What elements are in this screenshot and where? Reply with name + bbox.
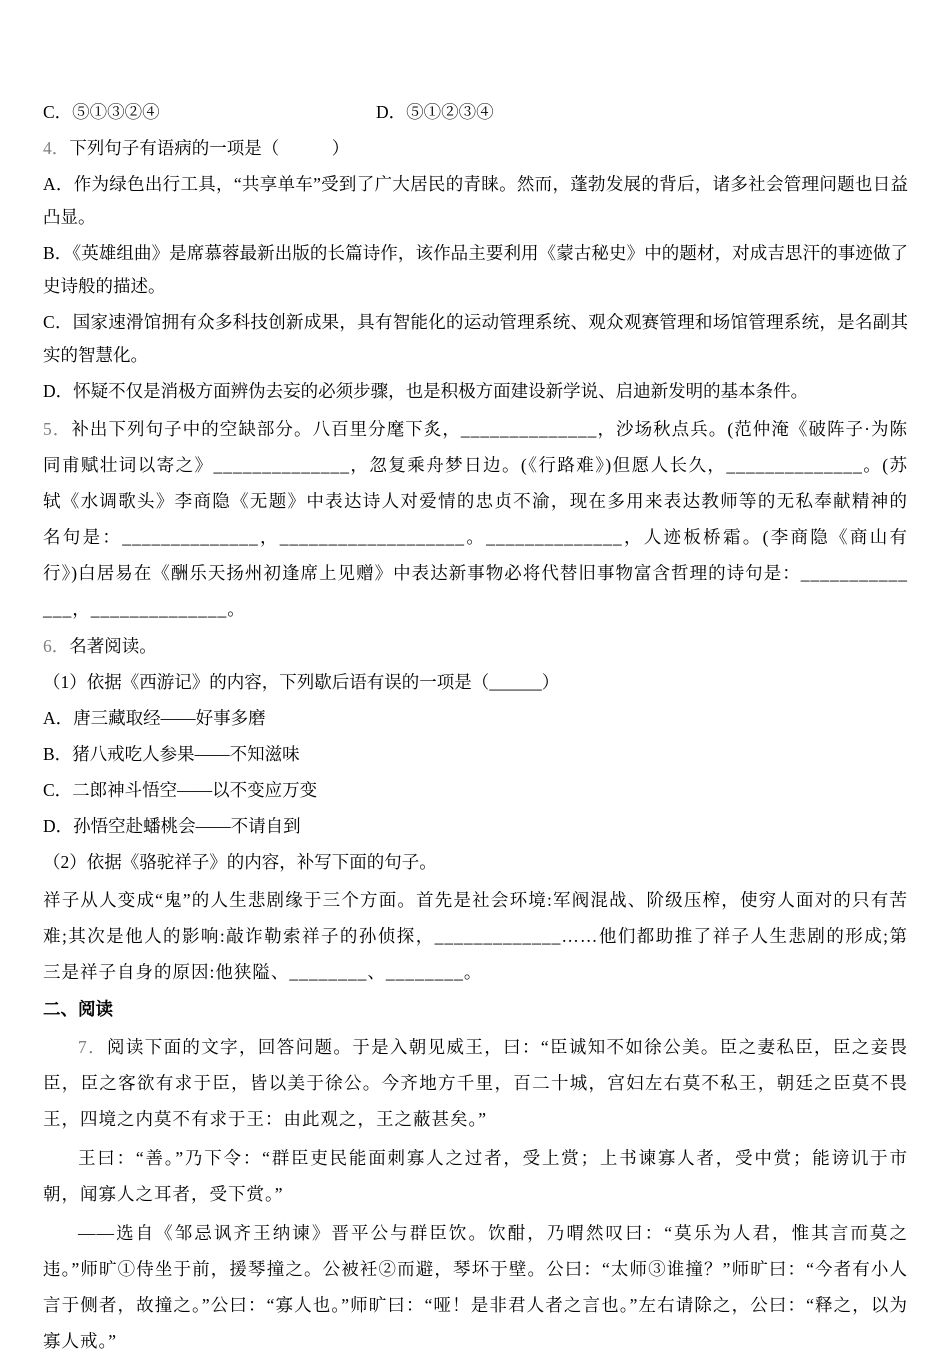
q4-option-d: D．怀疑不仅是消极方面辨伪去妄的必须步骤，也是积极方面建设新学说、启迪新发明的基本条件。: [43, 381, 809, 401]
q4-stem-text: 下列句子有语病的一项是（ ）: [69, 138, 350, 158]
q6-part2-passage: 祥子从人变成“鬼”的人生悲剧缘于三个方面。首先是社会环境:军阀混战、阶级压榨，使穷人面对的只有苦难;其次是他人的影响:敲诈勒索祥子的孙侦探，_____________……他们都助推了祥子人生悲剧的形成;第三是祥子自身的原因:他狭隘、________、________。: [43, 890, 908, 982]
prev-option-c: C．⑤①③②④: [43, 102, 160, 122]
q7-intro-text: 阅读下面的文字，回答问题。于是入朝见威王，曰：“臣诚知不如徐公美。臣之妻私臣，臣之妾畏臣，臣之客欲有求于臣，皆以美于徐公。今齐地方千里，百二十城，宫妇左右莫不私王，朝廷之臣莫不畏王，四境之内莫不有求于王：由此观之，王之蔽甚矣。”: [43, 1037, 909, 1129]
q6-part1-option-c: C．二郎神斗悟空——以不变应万变: [43, 780, 318, 800]
q4-stem: [43, 132, 908, 165]
q4-option-b: B．《英雄组曲》是席慕蓉最新出版的长篇诗作，该作品主要利用《蒙古秘史》中的题材，对成吉思汗的事迹做了史诗般的描述。: [43, 243, 908, 296]
q6-part1-stem: （1）依据《西游记》的内容，下列歇后语有误的一项是（______）: [43, 672, 560, 692]
q7-paragraph-2: 王曰：“善。”乃下令：“群臣吏民能面刺寡人之过者，受上赏；上书谏寡人者，受中赏；能谤讥于市朝，闻寡人之耳者，受下赏。”: [43, 1148, 908, 1204]
q6-part1-option-d: D．孙悟空赴蟠桃会——不请自到: [43, 816, 301, 836]
q5-fill-in-blanks: [43, 411, 908, 627]
prev-question-options-row: [43, 96, 908, 129]
section2-heading: 二、阅读: [43, 999, 113, 1019]
q5-text: 补出下列句子中的空缺部分。八百里分麾下炙，______________，沙场秋点兵。(范仲淹《破阵子·为陈同甫赋壮词以寄之》______________，忽复乘舟梦日边。(《行路难》)但愿人长久，______________。(苏轼《水调歌头》李商隐《无题》中表达诗人对爱情的忠贞不渝，现在多用来表达教师等的无私奉献精神的名句是：______________，___________________。______________，人迹板桥霜。(李商隐《商山有行》)白居易在《酬乐天扬州初逢席上见赠》中表达新事物必将代替旧事物富含哲理的诗句是：______________，______________。: [43, 419, 909, 619]
q4-option-a: A．作为绿色出行工具，“共享单车”受到了广大居民的青睐。然而，蓬勃发展的背后，诸多社会管理问题也日益凸显。: [43, 174, 908, 227]
q5-number: 5．: [43, 419, 72, 439]
q6-title-text: 名著阅读。: [69, 636, 157, 656]
q7-number: 7．: [78, 1037, 107, 1057]
q6-part1-option-b: B．猪八戒吃人参果——不知滋味: [43, 744, 300, 764]
q7-paragraph-3: ——选自《邹忌讽齐王纳谏》晋平公与群臣饮。饮酣，乃喟然叹曰：“莫乐为人君，惟其言而莫之违。”师旷①侍坐于前，援琴撞之。公被衽②而避，琴坏于壁。公曰：“太师③谁撞？”师旷曰：“今者有小人言于侧者，故撞之。”公曰：“寡人也。”师旷曰：“哑！是非君人者之言也。”左右请除之，公曰：“释之，以为寡人戒。”: [43, 1223, 908, 1351]
q7-intro-paragraph: [43, 1029, 908, 1137]
q6-part1-option-a: A．唐三藏取经——好事多磨: [43, 708, 266, 728]
q4-number: 4．: [43, 138, 70, 158]
q6-title: [43, 630, 908, 663]
q4-option-c: C．国家速滑馆拥有众多科技创新成果，具有智能化的运动管理系统、观众观赛管理和场馆管理系统，是名副其实的智慧化。: [43, 312, 908, 365]
prev-option-d: D．⑤①②③④: [376, 102, 494, 122]
q6-number: 6．: [43, 636, 70, 656]
q6-part2-stem: （2）依据《骆驼祥子》的内容，补写下面的句子。: [43, 852, 437, 872]
